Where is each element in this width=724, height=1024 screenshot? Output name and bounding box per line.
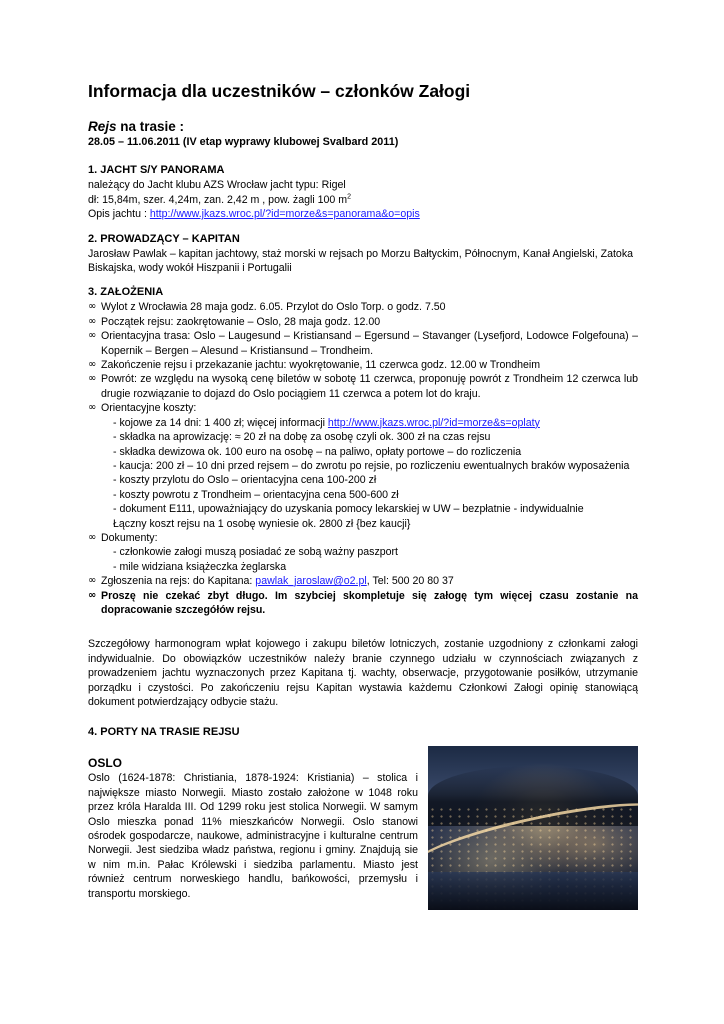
list-item: ∞ Proszę nie czekać zbyt długo. Im szybciej skompletuje się załogę tym więcej czasu zostanie na dopracowanie szczegółów rejsu.: [88, 589, 638, 616]
document-page: [88, 80, 638, 901]
yacht-owner: należący do Jacht klubu AZS Wrocław jacht typu: Rigel: [88, 179, 346, 192]
infinity-bullet-icon: ∞: [88, 575, 97, 587]
oslo-section: [88, 756, 638, 901]
cost-item: - składka na aprowizację: ≈ 20 zł na dobę za osobę czyli ok. 300 zł na czas rejsu: [113, 431, 491, 444]
section-assumptions: [88, 285, 638, 617]
list-item: ∞ Orientacyjna trasa: Oslo – Laugesund – Kristiansand – Egersund – Stavanger (Lysefjord, Lodowce Folgefouna) – Kopernik – Bergen – Alesund – Kristiansund – Trondheim.: [88, 330, 638, 357]
trip-word-rest: na trasie :: [116, 119, 185, 134]
yacht-dimensions: dł: 15,84m, szer. 4,24m, zan. 2,42 m , pow. żagli 100 $m^2$: [88, 193, 351, 206]
cost-item: - dokument E111, upoważniający do uzyskania pomocy lekarskiej w UW – bezpłatnie - indywidualnie: [113, 503, 584, 516]
infinity-bullet-icon: ∞: [88, 315, 97, 327]
section-heading: 4. PORTY NA TRASIE REJSU: [88, 726, 240, 739]
infinity-bullet-icon: ∞: [88, 330, 97, 342]
cost-item: - kaucja: 200 zł – 10 dni przed rejsem – do zwrotu po rejsie, po rozliczeniu ewentualnych braków wyposażenia: [113, 459, 630, 472]
infinity-bullet-icon: ∞: [88, 402, 97, 414]
cost-item: - koszty przylotu do Oslo – orientacyjna cena 100-200 zł: [113, 474, 377, 487]
page-title: Informacja dla uczestników – członków Załogi: [88, 81, 471, 101]
section-captain: [88, 232, 638, 276]
yacht-description: Opis jachtu : http://www.jkazs.wroc.pl/?id=morze&s=panorama&o=opis: [88, 208, 420, 221]
document-item: - mile widziana książeczka żeglarska: [113, 560, 287, 573]
document-item: - członkowie załogi muszą posiadać ze sobą ważny paszport: [113, 546, 398, 559]
cost-item: - koszty powrotu z Trondheim – orientacyjna cena 500-600 zł: [113, 488, 399, 501]
cost-item: - kojowe za 14 dni: 1 400 zł; więcej informacji http://www.jkazs.wroc.pl/?id=morze&s=oplaty: [113, 416, 540, 429]
oslo-night-photo: [428, 746, 638, 910]
trip-heading: [88, 118, 638, 135]
schedule-paragraph: Szczegółowy harmonogram wpłat kojowego i zakupu biletów lotniczych, zostanie uzgodniony z członkami załogi indywidualnie. Do obowiązków uczestników należy branie czynnego udziału w czynnościach związanych z prowadzeniem jachtu wyznaczonych przez Kapitana tj. wachty, obserwacje, przygotowanie posiłków, utrzymanie porządku i czystości. Po zakończeniu rejsu Kapitan wystawia każdemu Członkowi Załogi opinię stanowiącą dokument potwierdzający odbycie stażu.: [88, 638, 638, 708]
section-heading: 1. JACHT S/Y PANORAMA: [88, 164, 225, 177]
section-ports: [88, 725, 638, 740]
infinity-bullet-icon: ∞: [88, 373, 97, 385]
list-item: ∞ Orientacyjne koszty: - kojowe za 14 dni: 1 400 zł; więcej informacji http://www.jkazs.wroc.pl/?id=morze&s=oplaty - składka na aprowizację: ≈ 20 zł na dobę za osobę czyli ok. 300 zł na czas rejsu - składka dewizowa ok. 100 euro na osobę – na paliwo, opłaty portowe – do rozliczenia - kaucja: 200 zł – 10 dni przed rejsem – do zwrotu po rejsie, po rozliczeniu ewentualnych braków wyposażenia - koszty przylotu do Oslo – orientacyjna cena 100-200 zł - koszty powrotu z Trondheim – orientacyjna cena 500-600 zł - dokument E111, upoważniający do uzyskania pomocy lekarskiej w UW – bezpłatnie - indywidualnie Łączny koszt rejsu na 1 osobę wyniesie ok. 2800 zł {bez kaucji}: [88, 401, 638, 531]
section-heading: 3. ZAŁOŻENIA: [88, 286, 164, 299]
list-item: ∞ Początek rejsu: zaokrętowanie – Oslo, 28 maja godz. 12.00: [88, 315, 381, 328]
list-item: ∞ Powrót: ze względu na wysoką cenę biletów w sobotę 11 czerwca, proponuję powrót z Trondheim 12 czerwca lub drugie rozwiązanie to dojazd do Oslo pociągiem 11 czerwca a potem lot do kraju.: [88, 373, 638, 400]
oslo-heading: OSLO: [88, 756, 123, 771]
cost-item: - składka dewizowa ok. 100 euro na osobę – na paliwo, opłaty portowe – do rozliczenia: [113, 445, 522, 458]
trip-word-italic: Rejs: [88, 119, 117, 134]
assumptions-list: [88, 300, 638, 617]
captain-email-link[interactable]: pawlak_jaroslaw@o2.pl: [255, 575, 367, 588]
section-heading: 2. PROWADZĄCY – KAPITAN: [88, 232, 240, 245]
list-item: ∞ Zgłoszenia na rejs: do Kapitana: pawlak_jaroslaw@o2.pl, Tel: 500 20 80 37: [88, 575, 454, 588]
documents-list: [101, 545, 638, 574]
captain-text: Jarosław Pawlak – kapitan jachtowy, staż morski w rejsach po Morzu Bałtyckim, Północnym, Kanał Angielski, Zatoka Biskajska, wody wokół Hiszpanii i Portugalii: [88, 247, 634, 275]
superscript: 2: [347, 193, 351, 201]
photo-water: [428, 872, 638, 910]
fees-link[interactable]: http://www.jkazs.wroc.pl/?id=morze&s=oplaty: [327, 416, 540, 429]
infinity-bullet-icon: ∞: [88, 359, 97, 371]
infinity-bullet-icon: ∞: [88, 301, 97, 313]
costs-list: [101, 416, 638, 531]
list-item: ∞ Dokumenty: - członkowie załogi muszą posiadać ze sobą ważny paszport - mile widziana książeczka żeglarska: [88, 531, 638, 574]
trip-dates: 28.05 – 11.06.2011 (IV etap wyprawy klubowej Svalbard 2011): [88, 136, 399, 148]
infinity-bullet-icon: ∞: [88, 589, 97, 601]
section-yacht: [88, 163, 638, 221]
yacht-description-link[interactable]: http://www.jkazs.wroc.pl/?id=morze&s=panorama&o=opis: [149, 208, 420, 221]
list-item: ∞ Zakończenie rejsu i przekazanie jachtu: wyokrętowanie, 11 czerwca godz. 12.00 w Trondheim: [88, 359, 541, 372]
infinity-bullet-icon: ∞: [88, 531, 97, 543]
oslo-text: Oslo (1624-1878: Christiania, 1878-1924: Kristiania) – stolica i największe miasto Norwegii. Miasto zostało założone w 1048 roku przez króla Haralda III. Od 1299 roku jest stolica Norwegii. W samym Oslo mieszka ponad 11% mieszkańców Norwegii. Oslo stanowi ośrodek gospodarcze, naukowe, administracyjne i kulturalne centrum Norwegii. Jest siedziba władz państwa, regionu i gminy. Znajdują sie w nim m.in. Pałac Królewski i siedziba parlamentu. Miasto jest również centrum norweskiego handlu, bańkowości, przemysłu i transportu morskiego.: [88, 772, 418, 900]
list-item: ∞ Wylot z Wrocławia 28 maja godz. 6.05. Przylot do Oslo Torp. o godz. 7.50: [88, 301, 446, 314]
cost-total: Łączny koszt rejsu na 1 osobę wyniesie ok. 2800 zł {bez kaucji}: [113, 517, 411, 530]
